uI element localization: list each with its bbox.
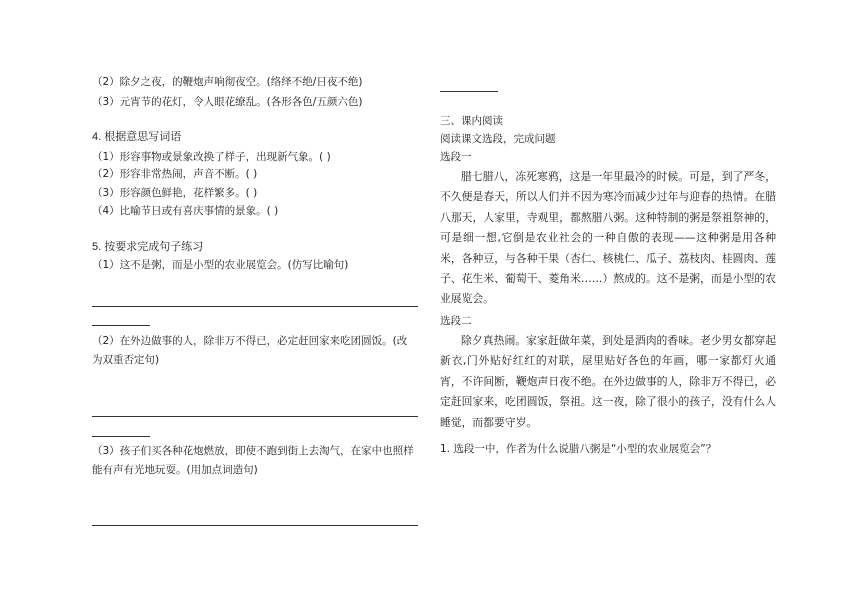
answer-line[interactable] <box>92 306 418 307</box>
answer-line[interactable] <box>92 416 418 417</box>
q4-item-4: （4）比喻节日或有喜庆事情的景象。( ) <box>92 205 279 217</box>
answer-line[interactable] <box>92 436 150 437</box>
q4-item-3: （3）形容颜色鲜艳，花样繁多。( ) <box>92 187 258 199</box>
q5-title: 5. 按要求完成句子练习 <box>92 241 204 253</box>
q5-item-2: （2）在外边做事的人，除非万不得已，必定赶回家来吃团圆饭。(改为双重否定句) <box>92 335 408 366</box>
answer-line[interactable] <box>440 91 498 92</box>
idiom-item-3: （3）元宵节的花灯，令人眼花缭乱。(各形各色/五颜六色) <box>92 96 363 108</box>
idiom-item-2: （2）除夕之夜，的鞭炮声响彻夜空。(络绎不绝/日夜不绝) <box>92 76 363 88</box>
q4-item-1: （1）形容事物或景象改换了样子，出现新气象。( ) <box>92 151 331 163</box>
q5-item-1: （1）这不是粥，而是小型的农业展览会。(仿写比喻句) <box>92 259 349 271</box>
q5-item-3: （3）孩子们买各种花炮燃放，即使不跑到街上去淘气，在家中也照样能有声有光地玩耍。(用加点词造句) <box>92 445 414 476</box>
answer-line[interactable] <box>92 325 150 326</box>
section-title: 三、课内阅读 <box>440 115 503 127</box>
question-1: 1. 选段一中，作者为什么说腊八粥是“小型的农业展览会”？ <box>440 443 717 455</box>
reading-instruction: 阅读课文选段，完成问题 <box>440 133 556 145</box>
answer-line[interactable] <box>92 525 418 526</box>
q4-item-2: （2）形容非常热闹，声音不断。( ) <box>92 168 258 180</box>
passage2-text: 除夕真热闹。家家赶做年菜，到处是酒肉的香味。老少男女都穿起新衣,门外贴好红红的对联，屋里贴好各色的年画，哪一家都灯火通宵，不许间断，鞭炮声日夜不绝。在外边做事的人，除非万不得已，必定赶回家来，吃团圆饭，祭祖。这一夜，除了很小的孩子，没有什么人睡觉，而都要守岁。 <box>440 334 776 429</box>
passage1-label: 选段一 <box>440 151 472 163</box>
passage2-label: 选段二 <box>440 315 472 327</box>
q4-title: 4. 根据意思写词语 <box>92 131 182 143</box>
passage1-text: 腊七腊八，冻死寒鸦，这是一年里最冷的时候。可是，到了严冬，不久便是春天，所以人们并不因为寒冷而减少过年与迎春的热情。在腊八那天，人家里，寺观里，都熬腊八粥。这种特制的粥是祭祖祭神的，可是细一想,它倒是农业社会的一种自傲的表现——这种粥是用各种米，各种豆，与各种干果（杏仁、核桃仁、瓜子、荔枝肉、桂圆肉、莲子、花生米、葡萄干、菱角米……）熬成的。这不是粥，而是小型的农业展览会。 <box>440 170 776 306</box>
